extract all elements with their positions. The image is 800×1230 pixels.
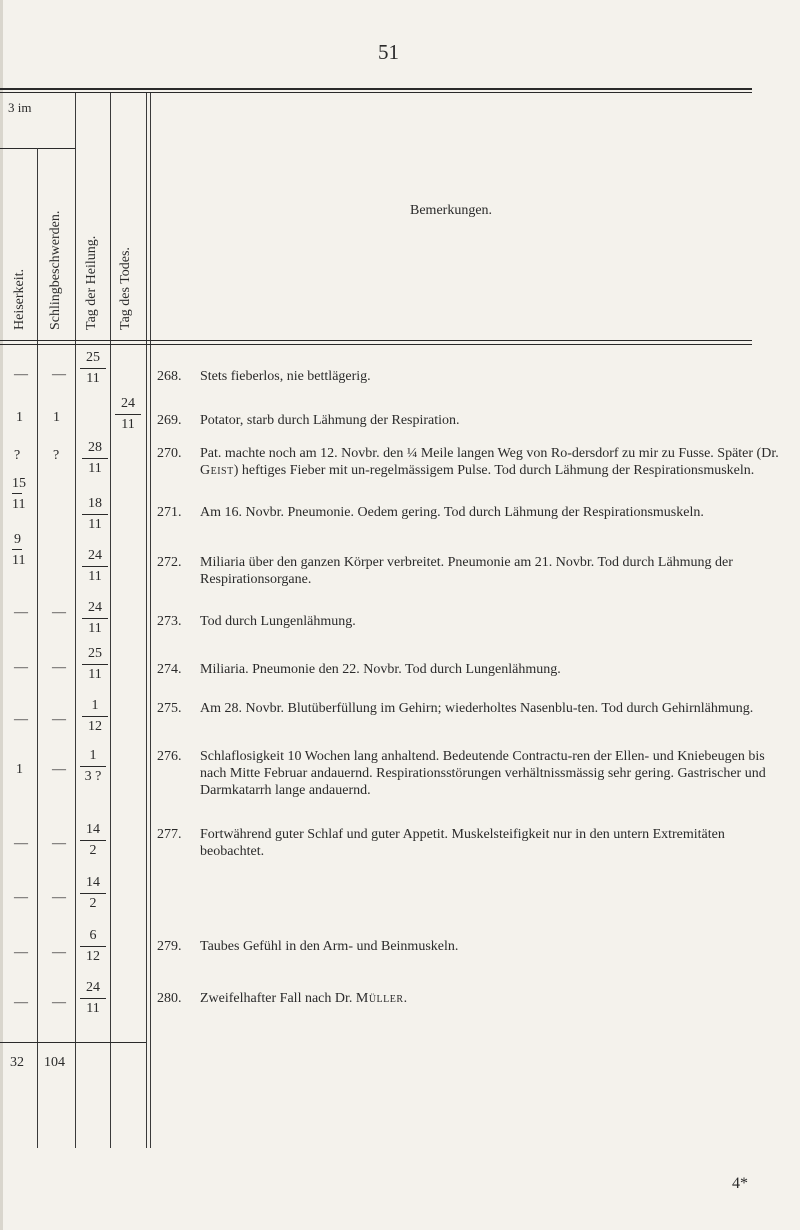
todes-month: 12 <box>88 719 102 734</box>
remark-text: Tod durch Lungenlähmung. <box>200 614 356 629</box>
heilung-date <box>80 928 106 965</box>
heiserkeit-value: 1 <box>16 762 23 777</box>
remark-text: Miliaria über den ganzen Körper verbreitet. Pneumonie am 21. Novbr. Tod durch Lähmung der Respirationsorgane. <box>200 555 733 587</box>
col-divider-5 <box>150 93 151 1148</box>
heilung-month: 11 <box>86 1001 100 1016</box>
heilung-day: 14 <box>86 822 100 837</box>
page-edge-shadow <box>0 0 3 1230</box>
todes-date <box>82 646 108 683</box>
remark-number: 272. <box>157 555 182 570</box>
heiserkeit-value: — <box>14 712 28 727</box>
remark-number: 274. <box>157 662 182 677</box>
todes-month: 11 <box>88 667 102 682</box>
heiserkeit-value: — <box>14 605 28 620</box>
heiserkeit-value: — <box>14 995 28 1010</box>
schling-value: — <box>52 890 66 905</box>
remark-279 <box>157 938 787 955</box>
remark-number: 270. <box>157 446 182 461</box>
col-divider-1 <box>37 148 38 1148</box>
heilung-month: 11 <box>86 371 100 386</box>
heiserkeit-value: 11 <box>12 553 26 568</box>
remark-272 <box>157 554 787 588</box>
author-name: Geist <box>200 463 234 478</box>
header-rule-1 <box>0 340 752 341</box>
remark-number: 279. <box>157 939 182 954</box>
todes-date <box>82 496 108 533</box>
author-name: Müller <box>355 991 404 1006</box>
todes-day: 28 <box>88 440 102 455</box>
fraction-bar <box>80 840 106 841</box>
col-divider-2 <box>75 93 76 1148</box>
fraction-bar <box>82 458 108 459</box>
fraction-bar <box>80 368 106 369</box>
remark-number: 268. <box>157 369 182 384</box>
remark-number: 277. <box>157 827 182 842</box>
heilung-month: 2 <box>89 843 97 858</box>
todes-day: 25 <box>88 646 102 661</box>
remark-number: 271. <box>157 505 182 520</box>
schling-value: ? <box>53 448 60 463</box>
fraction-bar <box>80 998 106 999</box>
remark-text: Potator, starb durch Lähmung der Respiration. <box>200 413 460 428</box>
remark-269 <box>157 412 787 429</box>
remark-text: Am 16. Novbr. Pneumonie. Oedem gering. Tod durch Lähmung der Respirationsmuskeln. <box>200 505 704 520</box>
todes-day: 24 <box>88 548 102 563</box>
heilung-day: 1 <box>89 748 97 763</box>
remark-273 <box>157 613 787 630</box>
fraction-bar <box>82 566 108 567</box>
todes-month: 11 <box>88 517 102 532</box>
heilung-date <box>80 980 106 1017</box>
todes-month: 11 <box>88 461 102 476</box>
header-tag-des-todes: Tag des Todes. <box>118 247 133 330</box>
remark-274 <box>157 661 787 678</box>
remark-text: Fortwährend guter Schlaf und guter Appetit. Muskelsteifigkeit nur in den untern Extremitäten beobachtet. <box>200 827 725 859</box>
heiserkeit-value: — <box>14 836 28 851</box>
todes-day: 24 <box>121 396 135 411</box>
remark-text: Zweifelhafter Fall nach Dr. Müller. <box>200 991 408 1006</box>
page-number: 51 <box>378 40 399 64</box>
schling-value: — <box>52 995 66 1010</box>
heiserkeit-value: — <box>14 945 28 960</box>
heilung-date <box>80 350 106 387</box>
heilung-month: 12 <box>86 949 100 964</box>
todes-month: 11 <box>121 417 135 432</box>
header-tag-der-heilung: Tag der Heilung. <box>84 235 99 330</box>
schling-value: — <box>52 367 66 382</box>
schling-value: — <box>52 836 66 851</box>
heilung-day: 25 <box>86 350 100 365</box>
schling-value: 1 <box>53 410 60 425</box>
remark-text: Pat. machte noch am 12. Novbr. den ¼ Meile langen Weg von Ro-dersdorf zu mir zu Fusse. Später (Dr. Geist) heftiges Fieber mit un-regelmässigem Pulse. Tod durch Lähmung der Respirationsmuskeln. <box>200 446 779 478</box>
fraction-bar <box>82 514 108 515</box>
schling-value: — <box>52 605 66 620</box>
remark-number: 280. <box>157 991 182 1006</box>
schling-value: — <box>52 945 66 960</box>
todes-month: 11 <box>88 569 102 584</box>
heiserkeit-value: — <box>14 660 28 675</box>
header-schlingbeschwerden: Schlingbeschwerden. <box>48 210 63 330</box>
heilung-month: 2 <box>89 896 97 911</box>
fraction-bar <box>115 414 141 415</box>
todes-day: 18 <box>88 496 102 511</box>
heiserkeit-value: 1 <box>16 410 23 425</box>
remark-number: 275. <box>157 701 182 716</box>
remark-text: Am 28. Novbr. Blutüberfüllung im Gehirn; wiederholtes Nasenblu-ten. Tod durch Gehirnlähmung. <box>200 701 754 716</box>
remark-277 <box>157 826 787 860</box>
schling-value: — <box>52 762 66 777</box>
todes-day: 1 <box>91 698 99 713</box>
fraction-bar <box>12 549 22 550</box>
remark-271 <box>157 504 787 521</box>
remark-276 <box>157 748 787 799</box>
total-schlingbeschwerden: 104 <box>44 1055 65 1070</box>
heiserkeit-value: 9 <box>14 532 21 547</box>
total-heiserkeit: 32 <box>10 1055 24 1070</box>
remark-270 <box>157 445 787 479</box>
header-rule-2 <box>0 344 752 345</box>
todes-date <box>82 440 108 477</box>
schling-value: — <box>52 712 66 727</box>
heiserkeit-value: — <box>14 367 28 382</box>
todes-date <box>82 548 108 585</box>
todes-date <box>82 600 108 637</box>
fraction-bar <box>12 493 22 494</box>
heilung-date <box>80 875 106 912</box>
todes-day: 24 <box>88 600 102 615</box>
totals-rule <box>0 1042 146 1043</box>
fraction-bar <box>80 766 106 767</box>
heiserkeit-value: ? <box>14 448 21 463</box>
remark-text: Taubes Gefühl in den Arm- und Beinmuskeln. <box>200 939 459 954</box>
top-rule-thin <box>0 92 752 93</box>
header-bemerkungen: Bemerkungen. <box>410 203 493 218</box>
header-top-left: 3 im <box>8 100 32 115</box>
todes-month: 11 <box>88 621 102 636</box>
schling-value: — <box>52 660 66 675</box>
remark-268 <box>157 368 787 385</box>
col-divider-4 <box>146 93 147 1148</box>
fraction-bar <box>82 664 108 665</box>
remark-number: 276. <box>157 749 182 764</box>
heilung-day: 6 <box>89 928 97 943</box>
remark-280 <box>157 990 787 1007</box>
remark-number: 269. <box>157 413 182 428</box>
remark-text: Schlaflosigkeit 10 Wochen lang anhaltend. Bedeutende Contractu-ren der Ellen- und Kniebeugen bis nach Mitte Februar andauernd. Respirationsstörungen verhältnissmässig sehr gering. Gastrischer und Darmkatarrh lange andauernd. <box>200 749 766 798</box>
todes-date <box>82 698 108 735</box>
heilung-day: 24 <box>86 980 100 995</box>
fraction-bar <box>80 893 106 894</box>
heiserkeit-value: — <box>14 890 28 905</box>
heilung-date <box>80 822 106 859</box>
heilung-date <box>80 748 106 785</box>
header-heiserkeit: Heiserkeit. <box>12 268 27 330</box>
fraction-bar <box>82 618 108 619</box>
top-rule <box>0 88 752 90</box>
heiserkeit-value: 15 <box>12 476 26 491</box>
col-divider-3 <box>110 93 111 1148</box>
remark-text: Miliaria. Pneumonie den 22. Novbr. Tod durch Lungenlähmung. <box>200 662 561 677</box>
fraction-bar <box>80 946 106 947</box>
heilung-month: 3 ? <box>84 769 102 784</box>
remark-text: Stets fieberlos, nie bettlägerig. <box>200 369 371 384</box>
fraction-bar <box>82 716 108 717</box>
signature-mark: 4* <box>732 1175 748 1192</box>
heilung-day: 14 <box>86 875 100 890</box>
heiserkeit-value: 11 <box>12 497 26 512</box>
todes-date <box>115 396 141 433</box>
remark-275 <box>157 700 787 717</box>
remark-number: 273. <box>157 614 182 629</box>
